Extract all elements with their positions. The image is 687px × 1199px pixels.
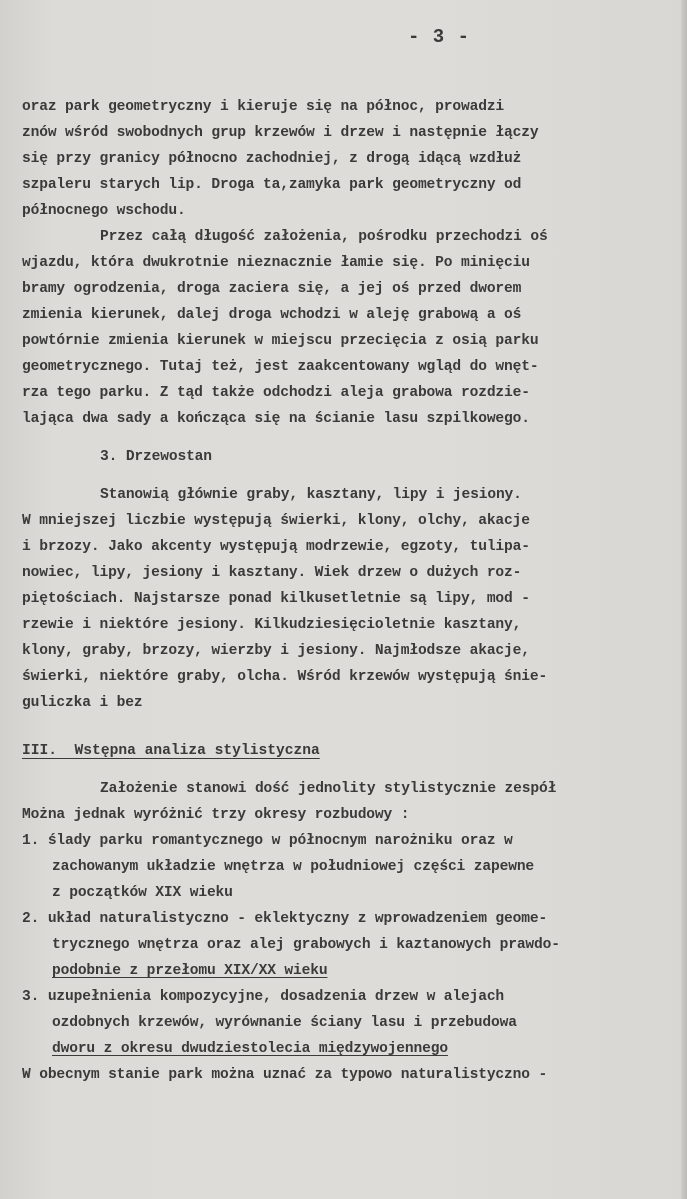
paragraph-3 xyxy=(22,482,674,716)
text-line: guliczka i bez xyxy=(22,695,143,711)
text-line: północnego wschodu. xyxy=(22,203,186,219)
paragraph-1 xyxy=(22,94,674,224)
list-item xyxy=(22,984,674,1062)
text-line: Przez całą długość założenia, pośrodku przechodzi oś xyxy=(100,229,548,245)
text-line: świerki, niektóre graby, olcha. Wśród krzewów występują śnie- xyxy=(22,669,548,685)
text-line: uzupełnienia kompozycyjne, dosadzenia drzew w alejach xyxy=(47,989,505,1005)
list-item xyxy=(22,906,674,984)
page-number: - 3 - xyxy=(407,26,470,48)
text-line: szpaleru starych lip. Droga ta,zamyka park geometryczny od xyxy=(22,177,522,193)
text-line: i brzozy. Jako akcenty występują modrzewie, egzoty, tulipa- xyxy=(22,539,530,555)
text-line: wjazdu, która dwukrotnie nieznacznie łamie się. Po minięciu xyxy=(22,255,530,271)
text-line: dworu z okresu dwudziestolecia międzywojennego xyxy=(52,1041,448,1057)
document-body xyxy=(22,94,674,1088)
text-line: geometrycznego. Tutaj też, jest zaakcentowany wgląd do wnęt- xyxy=(22,359,539,375)
text-line: Stanowią głównie graby, kasztany, lipy i jesiony. xyxy=(100,487,522,503)
text-line: W mniejszej liczbie występują świerki, klony, olchy, akacje xyxy=(22,513,530,529)
text-line: podobnie z przełomu XIX/XX wieku xyxy=(52,963,328,979)
text-line: zachowanym układzie wnętrza w południowej części zapewne xyxy=(52,859,535,875)
closing-line: W obecnym stanie park można uznać za typowo naturalistyczno - xyxy=(22,1067,548,1083)
text-line: rza tego parku. Z tąd także odchodzi aleja grabowa rozdzie- xyxy=(22,385,530,401)
text-line: znów wśród swobodnych grup krzewów i drzew i następnie łączy xyxy=(22,125,539,141)
list-item xyxy=(22,828,674,906)
list-item-first-line xyxy=(22,828,674,854)
paragraph-2 xyxy=(22,224,674,432)
text-line: lająca dwa sady a kończąca się na ścianie lasu szpilkowego. xyxy=(22,411,530,427)
text-line: z początków XIX wieku xyxy=(52,885,233,901)
text-line: nowiec, lipy, jesiony i kasztany. Wiek drzew o dużych roz- xyxy=(22,565,522,581)
text-line: trycznego wnętrza oraz alej grabowych i kaztanowych prawdo- xyxy=(52,937,560,953)
text-line: ślady parku romantycznego w północnym narożniku oraz w xyxy=(47,833,513,849)
text-line: powtórnie zmienia kierunek w miejscu przecięcia z osią parku xyxy=(22,333,539,349)
list-number: 1. xyxy=(22,833,40,849)
text-line: piętościach. Najstarsze ponad kilkusetletnie są lipy, mod - xyxy=(22,591,530,607)
text-line: się przy granicy północno zachodniej, z drogą idącą wzdłuż xyxy=(22,151,522,167)
text-line: układ naturalistyczno - eklektyczny z wprowadzeniem geome- xyxy=(47,911,548,927)
text-line: ozdobnych krzewów, wyrównanie ściany lasu i przebudowa xyxy=(52,1015,517,1031)
section-heading-analiza: III. Wstępna analiza stylistyczna xyxy=(22,743,320,759)
text-line: Można jednak wyróżnić trzy okresy rozbudowy : xyxy=(22,807,410,823)
list-number: 3. xyxy=(22,989,40,1005)
text-line: klony, graby, brzozy, wierzby i jesiony. Najmłodsze akacje, xyxy=(22,643,530,659)
section-heading-drzewostan: 3. Drzewostan xyxy=(100,449,212,465)
paragraph-4 xyxy=(22,776,674,828)
list-item-first-line xyxy=(22,984,674,1010)
numbered-list xyxy=(22,828,674,1062)
text-line: oraz park geometryczny i kieruje się na północ, prowadzi xyxy=(22,99,505,115)
text-line: Założenie stanowi dość jednolity stylistycznie zespół xyxy=(100,781,557,797)
text-line: rzewie i niektóre jesiony. Kilkudziesięcioletnie kasztany, xyxy=(22,617,522,633)
text-line: zmienia kierunek, dalej droga wchodzi w aleję grabową a oś xyxy=(22,307,522,323)
page-edge xyxy=(681,0,687,1199)
list-number: 2. xyxy=(22,911,40,927)
text-line: bramy ogrodzenia, droga zaciera się, a jej oś przed dworem xyxy=(22,281,522,297)
list-item-first-line xyxy=(22,906,674,932)
